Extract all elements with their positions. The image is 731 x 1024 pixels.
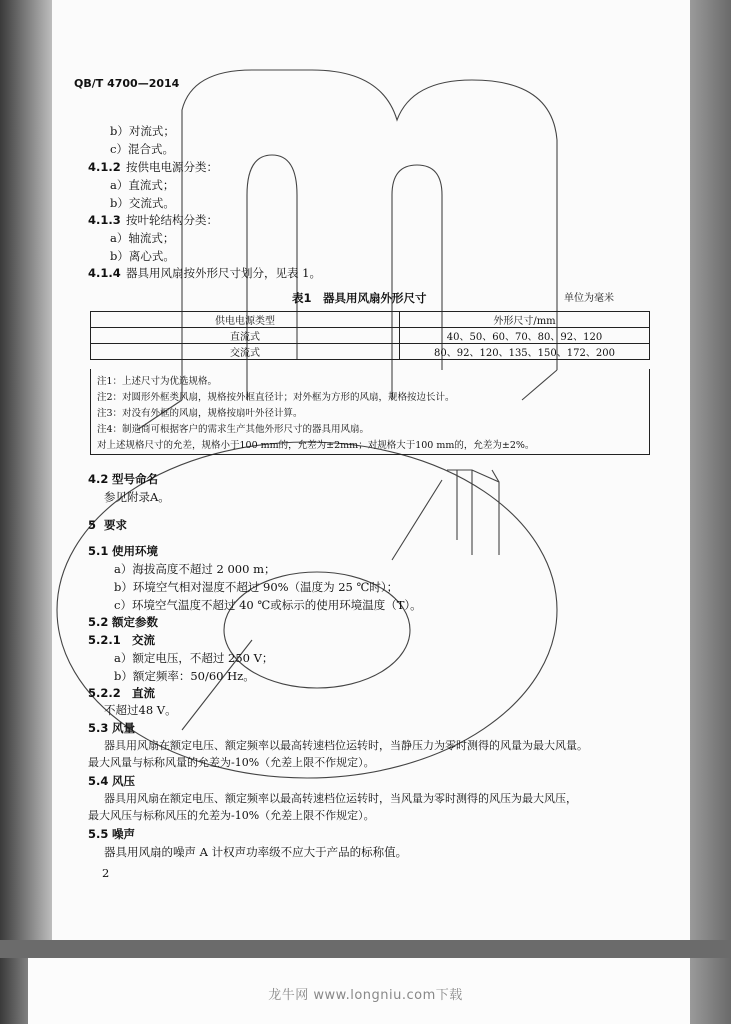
table-row [91,344,650,360]
table-caption: 表1 器具用风扇外形尺寸 [292,291,427,305]
list-item: a）直流式； [110,178,175,192]
viewer-scrollbar-track[interactable] [690,0,731,1024]
section-title: 风量 [112,721,135,735]
section-number: 5.5 [88,827,109,841]
list-item: c）环境空气温度不超过 40 ℃或标示的使用环境温度（T）。 [114,598,422,612]
section-text: 不超过48 V。 [104,703,177,717]
page-separator [0,940,731,958]
section-title: 风压 [112,774,135,788]
section-text: 最大风量与标称风量的允差为-10%（允差上限不作规定）。 [88,756,375,769]
table-unit: 单位为毫米 [564,293,614,304]
section-title: 额定参数 [112,615,158,629]
section-title: 直流 [132,686,155,700]
section-number: 4.1.2 [88,160,121,174]
section-text: 器具用风扇按外形尺寸划分，见表 1。 [126,266,321,280]
section-title: 按供电电源分类： [126,160,218,174]
site-watermark: 龙牛网 www.longniu.com下载 [268,988,463,1003]
section-text: 最大风压与标称风压的允差为-10%（允差上限不作规定）。 [88,809,375,822]
section-number: 5.4 [88,774,109,788]
table-note: 注3：对没有外框的风扇，规格按扇叶外径计算。 [97,408,303,419]
section-text: 器具用风扇在额定电压、额定频率以最高转速档位运转时，当风量为零时测得的风压为最大风压， [104,792,577,805]
fan-size-table [90,311,650,360]
section-number: 5.2 [88,615,109,629]
section-title: 噪声 [112,827,135,841]
section-number: 4.1.4 [88,266,121,280]
list-item: b）交流式。 [110,196,175,210]
table-cell: 交流式 [91,344,400,360]
table-header-cell: 供电电源类型 [91,312,400,328]
section-text: 器具用风扇的噪声 A 计权声功率级不应大于产品的标称值。 [104,845,408,859]
list-item: a）轴流式； [110,231,175,245]
table-note: 注4：制造商可根据客户的需求生产其他外形尺寸的器具用风扇。 [97,424,370,435]
section-number: 5 [88,518,97,532]
section-text: 参见附录A。 [104,490,170,504]
table-cell: 40、50、60、70、80、92、120 [400,328,650,344]
section-number: 4.1.3 [88,213,121,227]
section-number: 5.1 [88,544,109,558]
section-number: 5.2.1 [88,633,121,647]
list-item: a）额定电压，不超过 250 V； [114,651,274,665]
section-number: 4.2 [88,472,109,486]
list-item: c）混合式。 [110,142,174,156]
section-title: 交流 [132,633,155,647]
section-number: 5.3 [88,721,109,735]
list-item: b）对流式； [110,124,175,138]
table-row [91,328,650,344]
section-title: 型号命名 [112,472,158,486]
page-number: 2 [102,866,110,880]
standard-code: QB/T 4700—2014 [74,77,180,90]
list-item: b）离心式。 [110,249,175,263]
table-header-row [91,312,650,328]
table-cell: 80、92、120、135、150、172、200 [400,344,650,360]
section-text: 器具用风扇在额定电压、额定频率以最高转速档位运转时，当静压力为零时测得的风量为最大风量。 [104,739,588,752]
section-title: 使用环境 [112,544,158,558]
list-item: a）海拔高度不超过 2 000 m； [114,562,276,576]
section-title: 要求 [104,518,127,532]
table-note: 对上述规格尺寸的允差，规格小于100 mm的，允差为±2mm；对规格大于100 mm的，允差为±2%。 [97,440,535,451]
section-title: 按叶轮结构分类： [126,213,218,227]
list-item: b）环境空气相对湿度不超过 90%（温度为 25 ℃时）； [114,580,399,594]
list-item: b）额定频率：50/60 Hz。 [114,669,255,683]
table-notes [90,369,650,455]
document-page [52,0,690,940]
viewer-left-margin [0,0,52,1024]
table-note: 注1：上述尺寸为优选规格。 [97,376,218,387]
table-cell: 直流式 [91,328,400,344]
section-number: 5.2.2 [88,686,121,700]
table-note: 注2：对圆形外框类风扇，规格按外框直径计；对外框为方形的风扇，规格按边长计。 [97,392,455,403]
table-header-cell: 外形尺寸/mm [400,312,650,328]
